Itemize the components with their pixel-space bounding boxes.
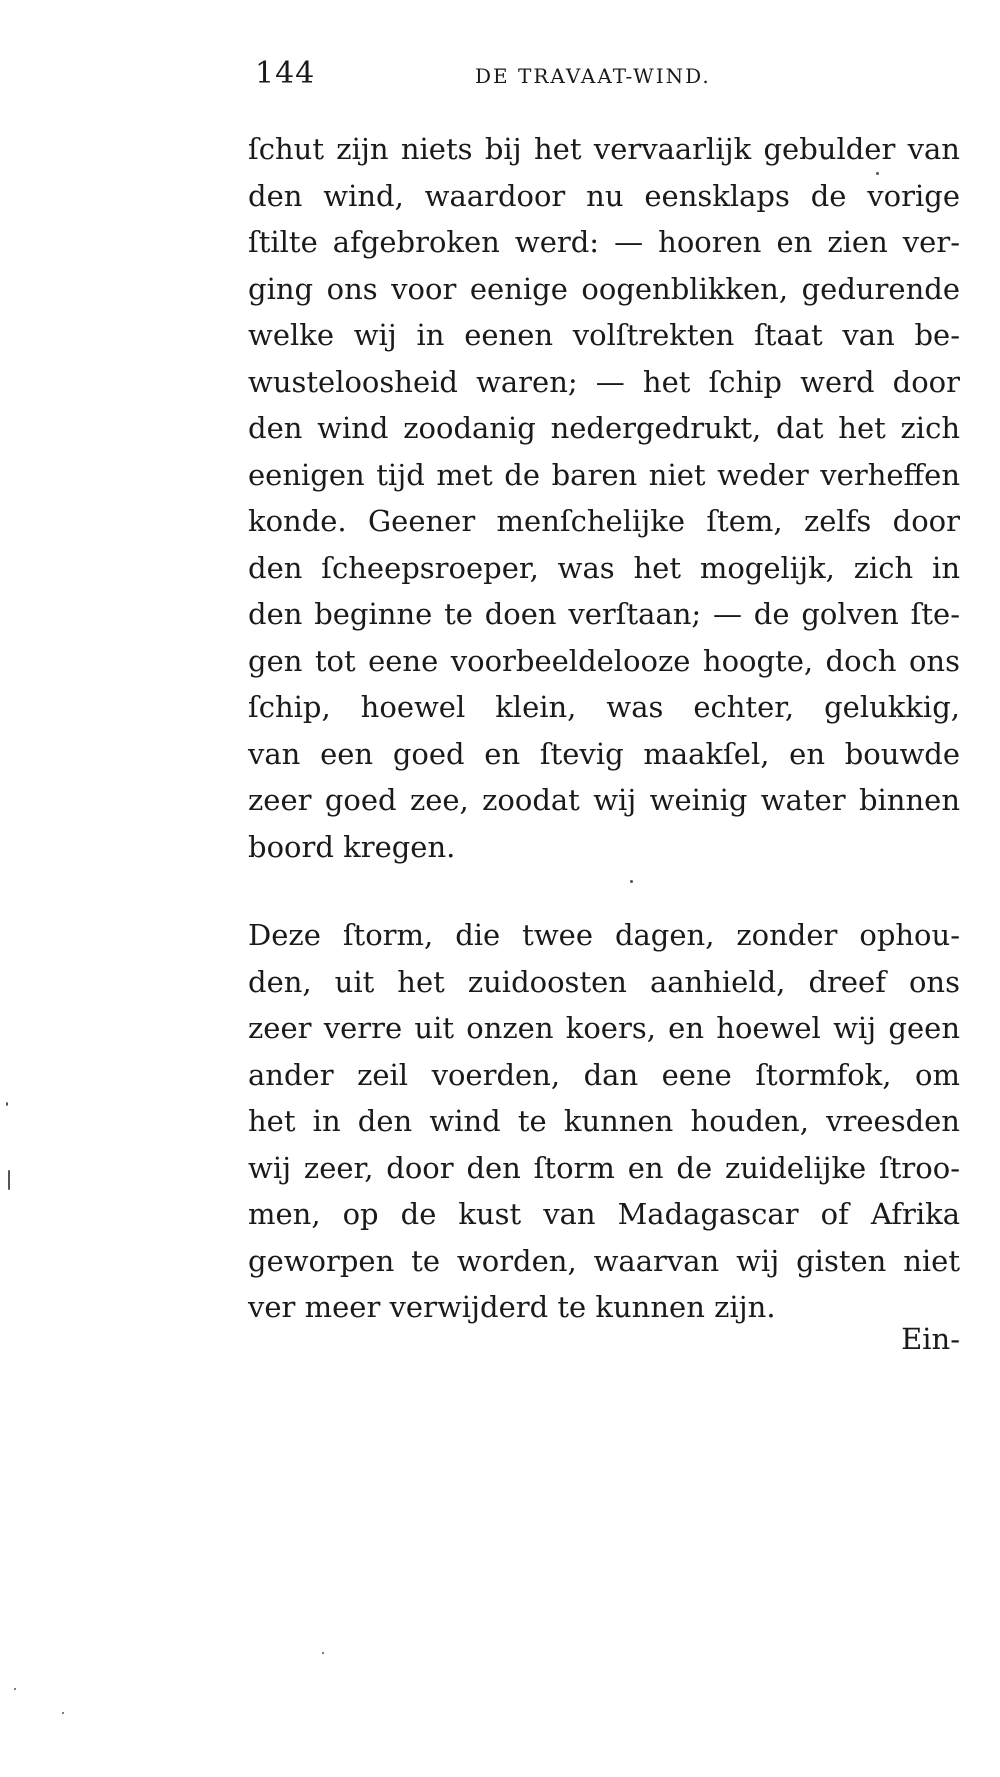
text-line: konde. Geener menſchelijke ſtem, zelfs door	[248, 504, 960, 538]
text-line: geworpen te worden, waarvan wij gisten niet	[248, 1243, 960, 1278]
text-line: den beginne te doen verſtaan; — de golven ſte-	[248, 597, 960, 631]
text-line: gen tot eene voorbeeldelooze hoogte, doch ons	[248, 643, 960, 678]
paper-speck	[14, 1688, 16, 1690]
text-line: het in den wind te kunnen houden, vreesden	[248, 1104, 960, 1138]
text-line: zeer verre uit onzen koers, en hoewel wij geen	[248, 1011, 960, 1045]
text-line: Deze ſtorm, die twee dagen, zonder ophou-	[248, 918, 960, 952]
paper-speck	[62, 1712, 64, 1714]
paper-speck	[876, 172, 879, 175]
text-line: ſchut zijn niets bij het vervaarlijk gebulder van	[248, 132, 960, 166]
page-number: 144	[255, 56, 316, 91]
text-line: boord kregen.	[248, 829, 456, 864]
paragraph-1	[248, 126, 960, 870]
text-line: ging ons voor eenige oogenblikken, gedurende	[248, 271, 960, 306]
paragraph-2	[248, 912, 960, 1331]
text-line: men, op de kust van Madagascar of Afrika	[248, 1197, 960, 1231]
text-line: wusteloosheid waren; — het ſchip werd door	[248, 364, 960, 399]
text-line: den, uit het zuidoosten aanhield, dreef ons	[248, 964, 960, 999]
text-line: den ſcheepsroeper, was het mogelijk, zich in	[248, 550, 960, 585]
text-line: den wind, waardoor nu eensklaps de vorige	[248, 178, 960, 213]
text-line: eenigen tijd met de baren niet weder verheffen	[248, 457, 960, 492]
text-line: wij zeer, door den ſtorm en de zuidelijke ſtroo-	[248, 1150, 960, 1185]
text-line: den wind zoodanig nedergedrukt, dat het zich	[248, 411, 960, 445]
running-title: DE TRAVAAT-WIND.	[475, 64, 711, 88]
paper-speck	[6, 1102, 8, 1106]
text-line: zeer goed zee, zoodat wij weinig water binnen	[248, 783, 960, 817]
text-line: ver meer verwijderd te kunnen zijn.	[248, 1290, 776, 1324]
text-line: ander zeil voerden, dan eene ſtormfok, om	[248, 1057, 960, 1092]
text-line: ſchip, hoewel klein, was echter, gelukkig,	[248, 690, 960, 724]
running-head	[255, 56, 955, 96]
text-line: welke wij in eenen volſtrekten ſtaat van be-	[248, 318, 960, 352]
paper-speck	[630, 880, 633, 883]
paper-speck	[8, 1170, 10, 1190]
paper-speck	[322, 1652, 324, 1654]
text-line: van een goed en ſtevig maakſel, en bouwde	[248, 736, 960, 771]
catchword: Ein-	[901, 1322, 960, 1356]
text-line: ſtilte afgebroken werd: — hooren en zien ver-	[248, 225, 960, 259]
